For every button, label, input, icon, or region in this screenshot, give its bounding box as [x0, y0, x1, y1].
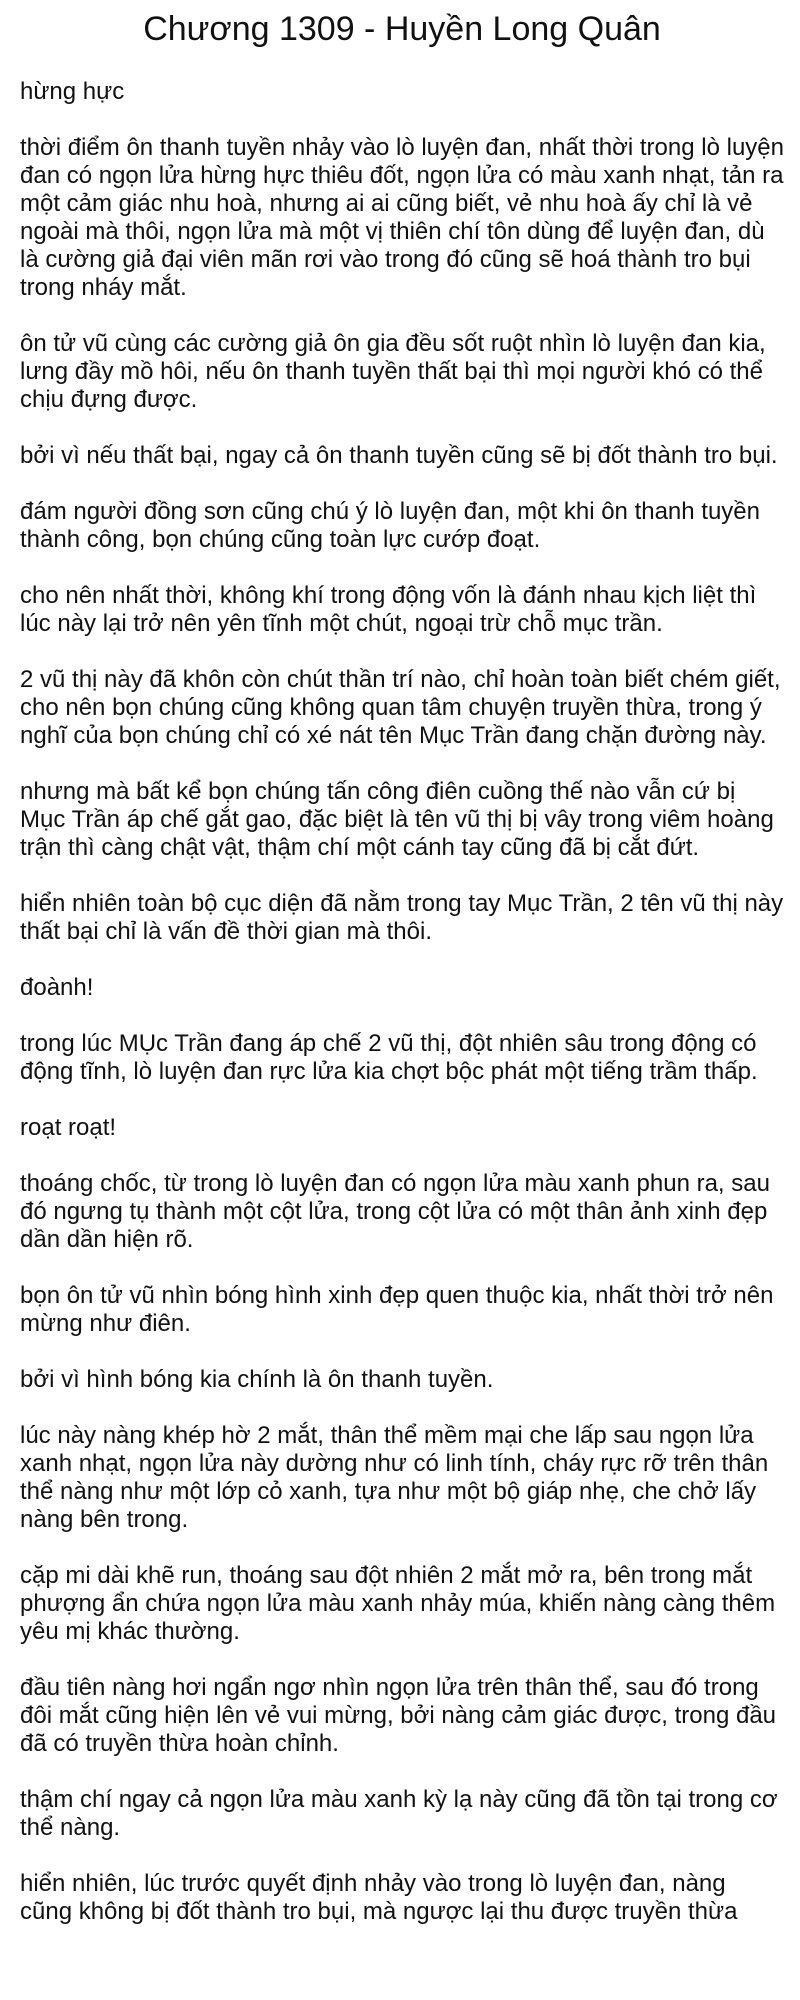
paragraph-7: 2 vũ thị này đã khôn còn chút thần trí nào, chỉ hoàn toàn biết chém giết, cho nên bọn chúng cũng không quan tâm chuyện truyền thừa, trong ý nghĩ của bọn chúng chỉ có xé nát tên Mục Trần đang chặn đường này. [20, 666, 781, 749]
paragraph-15: bởi vì hình bóng kia chính là ôn thanh tuyền. [20, 1366, 494, 1393]
paragraph-9: hiển nhiên toàn bộ cục diện đã nằm trong tay Mục Trần, 2 tên vũ thị này thất bại chỉ là vấn đề thời gian mà thôi. [20, 890, 784, 945]
paragraph-2: thời điểm ôn thanh tuyền nhảy vào lò luyện đan, nhất thời trong lò luyện đan có ngọn lửa hừng hực thiêu đốt, ngọn lửa có màu xanh nhạt, tản ra một cảm giác nhu hoà, nhưng ai ai cũng biết, vẻ nhu hoà ấy chỉ là vẻ ngoài mà thôi, ngọn lửa mà một vị thiên chí tôn dùng để luyện đan, dù là cường giả đại viên mãn rơi vào trong đó cũng sẽ hoá thành tro bụi trong nháy mắt. [20, 134, 784, 301]
paragraph-14: bọn ôn tử vũ nhìn bóng hình xinh đẹp quen thuộc kia, nhất thời trở nên mừng như điên. [20, 1282, 774, 1337]
paragraph-11: trong lúc MỤc Trần đang áp chế 2 vũ thị, đột nhiên sâu trong động có động tĩnh, lò luyện đan rực lửa kia chợt bộc phát một tiếng trầm thấp. [20, 1030, 758, 1085]
paragraph-17: cặp mi dài khẽ run, thoáng sau đột nhiên 2 mắt mở ra, bên trong mắt phượng ẩn chứa ngọn lửa màu xanh nhảy múa, khiến nàng càng thêm yêu mị khác thường. [20, 1562, 776, 1645]
chapter-content [20, 78, 784, 1926]
paragraph-16: lúc này nàng khép hờ 2 mắt, thân thể mềm mại che lấp sau ngọn lửa xanh nhạt, ngọn lửa này dường như có linh tính, cháy rực rỡ trên thân thể nàng như một lớp cỏ xanh, tựa như một bộ giáp nhẹ, che chở lấy nàng bên trong. [20, 1422, 769, 1533]
paragraph-5: đám người đồng sơn cũng chú ý lò luyện đan, một khi ôn thanh tuyền thành công, bọn chúng cũng toàn lực cướp đoạt. [20, 498, 761, 553]
paragraph-8: nhưng mà bất kể bọn chúng tấn công điên cuồng thế nào vẫn cứ bị Mục Trần áp chế gắt gao, đặc biệt là tên vũ thị bị vây trong viêm hoàng trận thì càng chật vật, thậm chí một cánh tay cũng đã bị cắt đứt. [20, 778, 774, 861]
paragraph-12: roạt roạt! [20, 1114, 117, 1141]
paragraph-10: đoành! [20, 974, 94, 1001]
paragraph-6: cho nên nhất thời, không khí trong động vốn là đánh nhau kịch liệt thì lúc này lại trở nên yên tĩnh một chút, ngoại trừ chỗ mục trần. [20, 582, 757, 637]
chapter-title: Chương 1309 - Huyền Long Quân [143, 10, 661, 48]
paragraph-3: ôn tử vũ cùng các cường giả ôn gia đều sốt ruột nhìn lò luyện đan kia, lưng đầy mồ hôi, nếu ôn thanh tuyền thất bại thì mọi người khó có thể chịu đựng được. [20, 330, 766, 413]
paragraph-18: đầu tiên nàng hơi ngẩn ngơ nhìn ngọn lửa trên thân thể, sau đó trong đôi mắt cũng hiện lên vẻ vui mừng, bởi nàng cảm giác được, trong đầu đã có truyền thừa hoàn chỉnh. [20, 1674, 777, 1757]
paragraph-20: hiển nhiên, lúc trước quyết định nhảy vào trong lò luyện đan, nàng cũng không bị đốt thành tro bụi, mà ngược lại thu được truyền thừa [20, 1870, 738, 1925]
paragraph-4: bởi vì nếu thất bại, ngay cả ôn thanh tuyền cũng sẽ bị đốt thành tro bụi. [20, 442, 778, 469]
paragraph-1: hừng hực [20, 78, 125, 105]
paragraph-13: thoáng chốc, từ trong lò luyện đan có ngọn lửa màu xanh phun ra, sau đó ngưng tụ thành một cột lửa, trong cột lửa có một thân ảnh xinh đẹp dần dần hiện rõ. [20, 1170, 770, 1253]
paragraph-19: thậm chí ngay cả ngọn lửa màu xanh kỳ lạ này cũng đã tồn tại trong cơ thể nàng. [20, 1786, 778, 1841]
